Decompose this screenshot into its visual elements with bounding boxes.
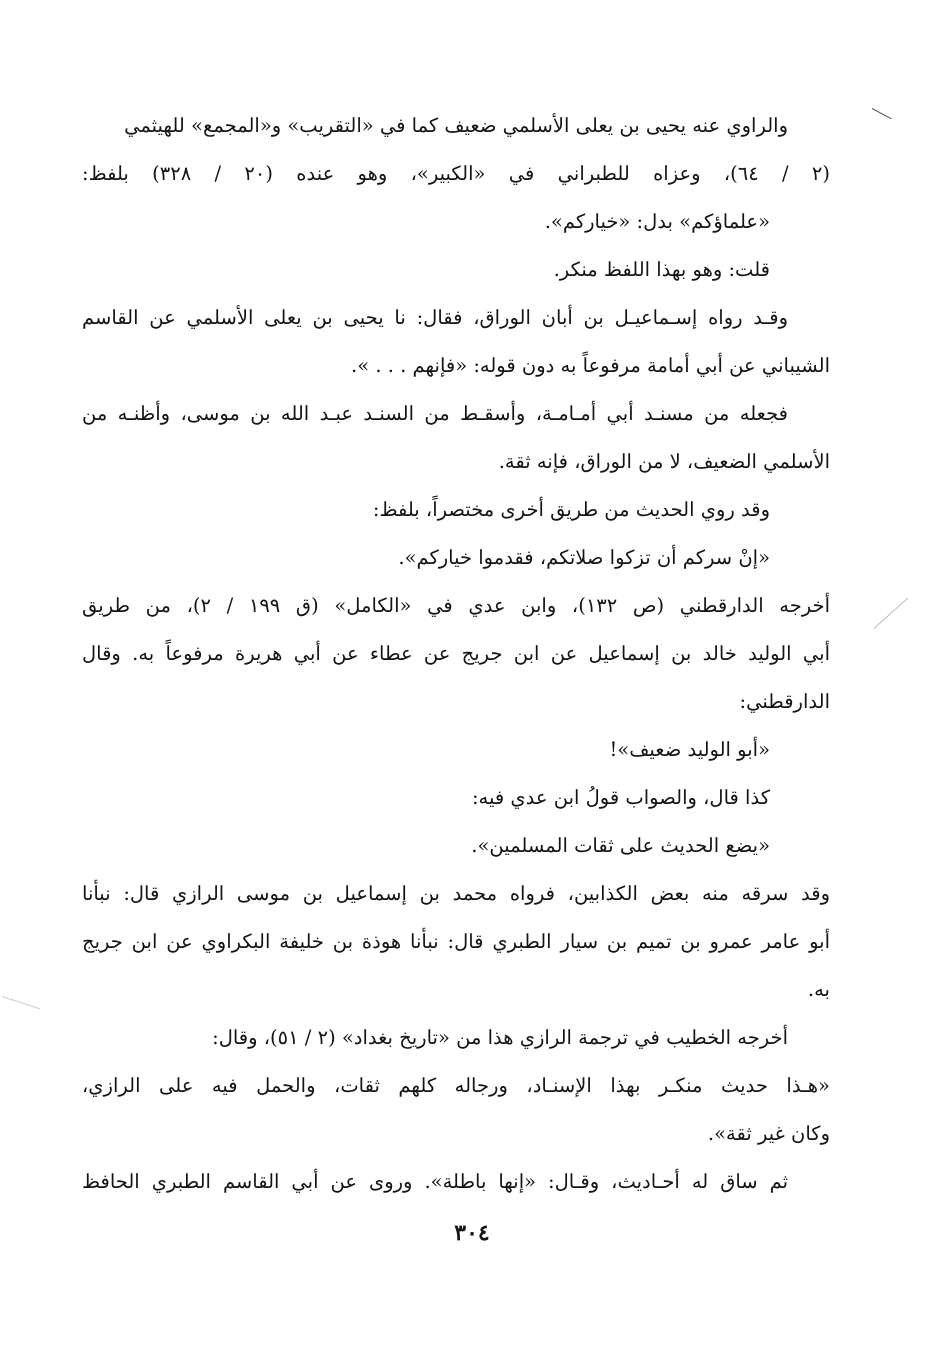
text-line: أخرجه الخطيب في ترجمة الرازي هذا من «تاريخ بغداد» (٢ / ٥١)، وقال:: [212, 1026, 788, 1049]
text-line: وقد سرقه منه بعض الكذابين، فرواه محمد بن إسماعيل بن موسى الرازي قال: نبأنا: [82, 882, 830, 905]
text-line: (٢ / ٦٤)، وعزاه للطبراني في «الكبير»، وهو عنده (٢٠ / ٣٢٨) بلفظ:: [82, 162, 830, 185]
text-line: وقد روي الحديث من طريق أخرى مختصراً، بلفظ:: [372, 498, 770, 521]
text-line: وكان غير ثقة».: [707, 1122, 830, 1145]
text-line: «علماؤكم» بدل: «خياركم».: [544, 210, 770, 233]
page-body-text: [82, 102, 830, 1206]
scan-artifact: [874, 597, 909, 629]
text-line: كذا قال، والصواب قولُ ابن عدي فيه:: [471, 786, 770, 809]
text-line: أبي الوليد خالد بن إسماعيل عن ابن جريج عن عطاء عن أبي هريرة مرفوعاً به. وقال: [82, 642, 830, 665]
text-line: «هـذا حديث منكـر بهذا الإسنـاد، ورجاله كلهم ثقات، والحمل فيه على الرازي،: [82, 1074, 830, 1097]
text-line: وقـد رواه إسـماعيـل بن أبان الوراق، فقال: نا يحيى بن يعلى الأسلمي عن القاسم: [82, 306, 788, 329]
text-line: به.: [807, 978, 830, 1001]
text-line: فجعله من مسنـد أبي أمـامـة، وأسقـط من السنـد عبـد الله بن موسى، وأظنـه من: [82, 402, 788, 425]
text-line: أخرجه الدارقطني (ص ١٣٢)، وابن عدي في «الكامل» (ق ١٩٩ / ٢)، من طريق: [82, 594, 830, 617]
page-number: ٣٠٤: [454, 1220, 490, 1246]
text-line: والراوي عنه يحيى بن يعلى الأسلمي ضعيف كما في «التقريب» و«المجمع» للهيثمي: [124, 114, 788, 137]
text-line: «أبو الوليد ضعيف»!: [609, 738, 770, 761]
text-line: الأسلمي الضعيف، لا من الوراق، فإنه ثقة.: [498, 450, 830, 473]
text-line: الدارقطني:: [739, 690, 830, 713]
text-line: أبو عامر عمرو بن تميم بن سيار الطبري قال: نبأنا هوذة بن خليفة البكراوي عن ابن جريج: [82, 930, 830, 953]
text-line: الشيباني عن أبي أمامة مرفوعاً به دون قوله: «فإنهم . . . ».: [351, 354, 830, 377]
text-line: ثم ساق له أحـاديث، وقـال: «إنها باطلة». وروى عن أبي القاسم الطبري الحافظ: [82, 1170, 788, 1193]
text-line: قلت: وهو بهذا اللفظ منكر.: [553, 258, 770, 281]
text-line: «يضع الحديث على ثقات المسلمين».: [471, 834, 770, 857]
text-line: «إنْ سركم أن تزكوا صلاتكم، فقدموا خياركم».: [398, 546, 770, 569]
scan-artifact: [872, 108, 892, 119]
scan-artifact: [2, 996, 40, 1009]
